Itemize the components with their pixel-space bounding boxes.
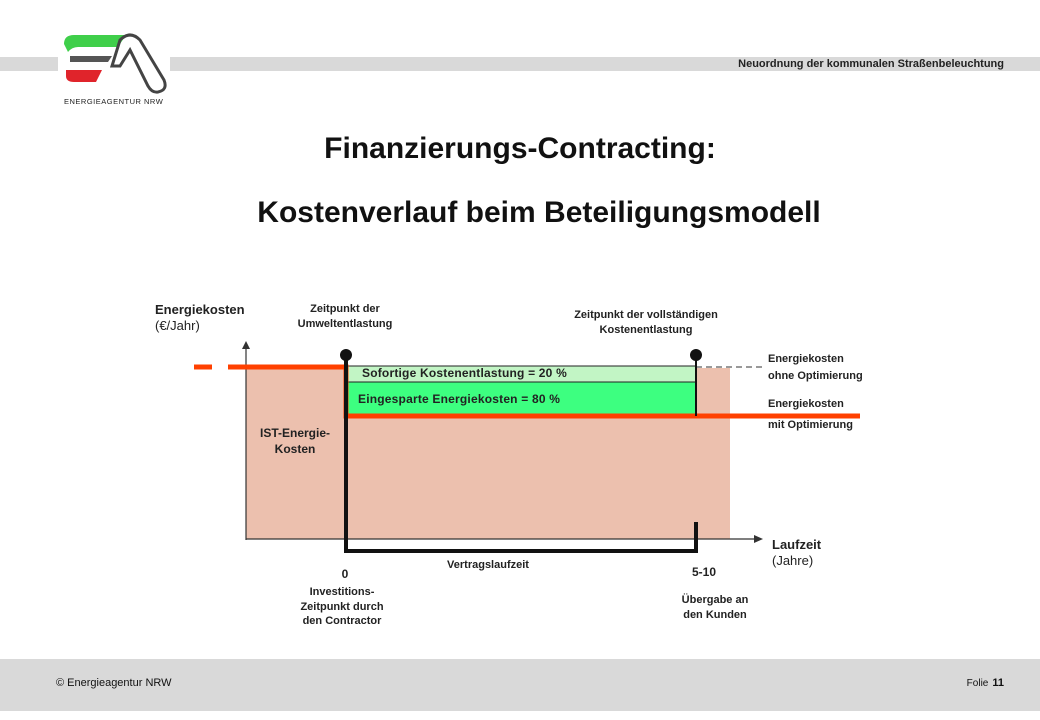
y-axis-title: Energiekosten <box>155 302 245 317</box>
contract-start-dot <box>340 349 352 361</box>
contract-end-dot <box>690 349 702 361</box>
label-handover-2: den Kunden <box>683 609 747 621</box>
label-contract-duration: Vertragslaufzeit <box>447 559 529 571</box>
label-environment-relief-2: Umweltentlastung <box>297 318 393 330</box>
label-ist-costs-1: IST-Energie- <box>259 426 330 440</box>
y-axis-arrow <box>242 341 250 349</box>
x-axis-arrow <box>754 535 763 543</box>
label-without-optimization-1: Energiekosten <box>768 353 844 365</box>
label-environment-relief-1: Zeitpunkt der <box>310 303 380 315</box>
label-start-time: 0 <box>341 567 349 581</box>
label-end-time: 5-10 <box>691 565 717 579</box>
footer-copyright: © Energieagentur NRW <box>56 677 172 689</box>
label-ist-costs-2: Kosten <box>274 442 316 456</box>
x-axis-title: Laufzeit <box>772 537 822 552</box>
page-title: Finanzierungs-Contracting: <box>324 132 716 165</box>
label-full-cost-relief-1: Zeitpunkt der vollständigen <box>574 309 718 321</box>
label-saved-energy: Eingesparte Energiekosten = 80 % <box>358 392 561 406</box>
label-immediate-savings: Sofortige Kostenentlastung = 20 % <box>362 366 567 380</box>
footer-slide-number <box>967 677 1004 689</box>
page-subtitle: Kostenverlauf beim Beteiligungsmodell <box>257 196 821 229</box>
label-investment-3: den Contractor <box>302 615 382 627</box>
label-investment-1: Investitions- <box>309 586 375 598</box>
label-investment-2: Zeitpunkt durch <box>300 601 384 613</box>
x-axis-unit: (Jahre) <box>772 553 814 568</box>
label-with-optimization-1: Energiekosten <box>768 398 844 410</box>
footer-slide-value: 11 <box>992 677 1004 689</box>
label-handover-1: Übergabe an <box>681 594 749 606</box>
y-axis-unit: (€/Jahr) <box>155 318 200 333</box>
label-with-optimization-2: mit Optimierung <box>768 419 853 431</box>
logo-text: ENERGIEAGENTUR NRW <box>64 97 164 106</box>
footer-slide-label: Folie <box>966 678 989 689</box>
label-without-optimization-2: ohne Optimierung <box>768 370 863 382</box>
label-full-cost-relief-2: Kostenentlastung <box>599 324 693 336</box>
header-subtitle: Neuordnung der kommunalen Straßenbeleuchtung <box>738 58 1004 70</box>
